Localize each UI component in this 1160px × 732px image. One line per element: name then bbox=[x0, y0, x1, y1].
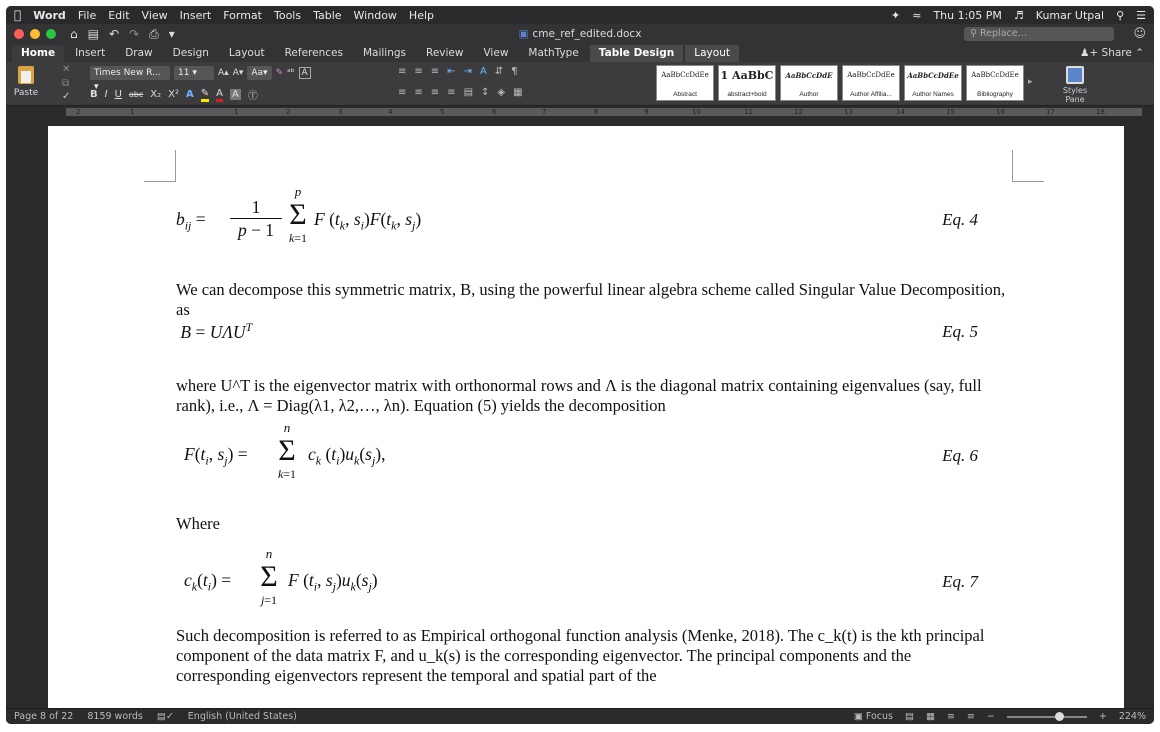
tab-mailings[interactable]: Mailings bbox=[362, 47, 407, 59]
ruler-number: 7 bbox=[542, 108, 547, 116]
styles-gallery bbox=[656, 65, 1033, 101]
traffic-lights bbox=[14, 29, 56, 39]
proofing-icon[interactable]: ▤✓ bbox=[156, 711, 174, 722]
document-area[interactable] bbox=[6, 126, 1154, 708]
ribbon-tabs bbox=[6, 44, 1154, 62]
char-shading-icon[interactable]: A bbox=[232, 89, 239, 100]
customize-icon[interactable]: ▾ bbox=[168, 26, 175, 41]
replace-search-field[interactable] bbox=[964, 27, 1114, 41]
ruler-number: 2 bbox=[76, 108, 81, 116]
volume-icon[interactable]: ♬ bbox=[1013, 8, 1024, 22]
clear-format-icon[interactable]: ✎ bbox=[275, 68, 284, 78]
tab-home[interactable]: Home bbox=[12, 45, 64, 62]
ruler-number: 13 bbox=[844, 108, 853, 116]
text-effects-icon[interactable]: A bbox=[186, 89, 194, 100]
clock-text[interactable]: Thu 1:05 PM bbox=[933, 8, 1002, 22]
style-preview: AaBbCcDdE bbox=[785, 71, 833, 80]
zoom-slider[interactable] bbox=[1007, 716, 1087, 718]
ruler-number: 2 bbox=[286, 108, 291, 116]
spotlight-icon[interactable]: ⚲ bbox=[1116, 8, 1125, 22]
style-preview: AaBbCcDdEe bbox=[847, 71, 895, 79]
style-author-names[interactable] bbox=[904, 65, 962, 101]
ruler-number: 11 bbox=[744, 108, 753, 116]
paragraph-controls bbox=[398, 66, 518, 77]
tab-mathtype[interactable]: MathType bbox=[528, 47, 579, 59]
zoom-slider-knob[interactable] bbox=[1055, 712, 1064, 721]
web-layout-icon[interactable]: ▦ bbox=[925, 711, 935, 722]
focus-label: Focus bbox=[865, 711, 893, 722]
language[interactable]: English (United States) bbox=[187, 711, 297, 722]
paste-button[interactable] bbox=[12, 66, 40, 98]
tab-references[interactable]: References bbox=[284, 47, 343, 59]
numbering-icon[interactable]: ≡ bbox=[414, 66, 423, 77]
increase-indent-icon[interactable]: ⇥ bbox=[463, 66, 472, 77]
close-window-icon[interactable] bbox=[14, 29, 24, 39]
title-bar bbox=[6, 24, 1154, 44]
mac-menubar bbox=[6, 6, 1154, 24]
horizontal-ruler[interactable] bbox=[6, 106, 1154, 118]
equation-6[interactable]: $F(t_i$, $s_j$) = n Σ k=1 $c_k$ $(t_i)u_k(s_j)$, bbox=[184, 420, 386, 481]
copy-icon[interactable]: ⧉ bbox=[62, 78, 70, 89]
zoom-in-icon[interactable]: + bbox=[1098, 711, 1107, 722]
share-button[interactable]: ♟+ Share ⌃ bbox=[1079, 47, 1144, 59]
justify-icon[interactable]: ≡ bbox=[447, 87, 456, 98]
undo-icon[interactable]: ↶ bbox=[108, 26, 120, 41]
styles-more-icon[interactable]: ▸ bbox=[1028, 77, 1033, 87]
draft-icon[interactable]: ≡ bbox=[966, 711, 975, 722]
styles-pane-button[interactable] bbox=[1058, 66, 1092, 104]
page-count[interactable]: Page 8 of 22 bbox=[14, 711, 74, 722]
save-icon[interactable]: ▤ bbox=[87, 26, 99, 41]
tab-table-design[interactable]: Table Design bbox=[590, 45, 683, 62]
user-name[interactable]: Kumar Utpal bbox=[1035, 8, 1105, 22]
tab-table-layout[interactable]: Layout bbox=[685, 45, 739, 62]
italic-icon[interactable]: I bbox=[104, 89, 108, 100]
styles-pane-label: Styles Pane bbox=[1062, 86, 1088, 104]
ruler-number: 9 bbox=[644, 108, 649, 116]
change-case-icon[interactable]: Aa▾ bbox=[247, 66, 271, 80]
style-name: Bibliography bbox=[977, 91, 1013, 98]
ruler-number: 6 bbox=[492, 108, 497, 116]
style-name: Abstract bbox=[673, 91, 697, 98]
document-icon: ▣ bbox=[518, 28, 529, 40]
line-spacing-icon[interactable]: ↕ bbox=[481, 87, 490, 98]
paragraph[interactable]: Such decomposition is referred to as Empirical orthogonal function analysis (Menke, 2018). The c_k(t) is the kth principal component of the data matrix F, and u_k(s) is the corresponding eigenvector. The principal components and the corresponding eigenvectors represent the temporal and spatial part of the bbox=[176, 626, 985, 685]
distributed-icon[interactable]: ▤ bbox=[463, 87, 474, 98]
menu-window[interactable]: Window bbox=[346, 8, 390, 22]
format-painter-icon[interactable]: ✓ bbox=[62, 91, 71, 102]
style-preview: AaBbCcDdEe bbox=[907, 71, 959, 80]
align-center-icon[interactable]: ≡ bbox=[414, 87, 423, 98]
tab-design[interactable]: Design bbox=[172, 47, 209, 59]
style-name: Author bbox=[799, 91, 819, 98]
menu-table[interactable]: Table bbox=[305, 8, 335, 22]
ruler-number: 12 bbox=[794, 108, 803, 116]
shading-icon[interactable]: ◈ bbox=[497, 87, 506, 98]
font-name-select[interactable]: Times New R... ▾ bbox=[90, 66, 170, 80]
redo-icon[interactable]: ↷ bbox=[129, 26, 140, 41]
asian-layout-icon[interactable]: A bbox=[479, 66, 487, 77]
ruler-number: 3 bbox=[338, 108, 343, 116]
paragraph[interactable]: Where bbox=[176, 514, 220, 533]
tab-draw[interactable]: Draw bbox=[125, 47, 153, 59]
status-bar bbox=[6, 708, 1154, 724]
ruler-number: 5 bbox=[440, 108, 445, 116]
ruler-number: 4 bbox=[388, 108, 393, 116]
style-author-affiliation[interactable] bbox=[842, 65, 900, 101]
equation-7[interactable]: $c_k(t_i)$ = n Σ j=1 F ($t_i$, $s_j)u_k(s_j)$ bbox=[184, 546, 378, 607]
font-style-controls bbox=[90, 87, 258, 102]
menu-app-name[interactable]: Word bbox=[26, 8, 59, 22]
align-left-icon[interactable]: ≡ bbox=[398, 87, 407, 98]
highlight-icon[interactable]: ✎ bbox=[201, 88, 209, 102]
ruler-number: 1 bbox=[234, 108, 239, 116]
subscript-icon[interactable]: X₂ bbox=[150, 89, 162, 100]
zoom-level[interactable]: 224% bbox=[1118, 711, 1146, 722]
style-preview: 1 AaBbC bbox=[720, 69, 774, 82]
char-border-icon[interactable]: A bbox=[299, 67, 311, 79]
crop-mark bbox=[144, 150, 176, 182]
style-preview: AaBbCcDdEe bbox=[661, 71, 709, 79]
clipboard-icon bbox=[18, 66, 34, 84]
font-name-value: Times New R... bbox=[94, 68, 161, 78]
equation-number: Eq. 4 bbox=[942, 210, 978, 229]
list-icon[interactable]: ☰ bbox=[1136, 8, 1146, 22]
multilevel-list-icon[interactable]: ≡ bbox=[430, 66, 440, 77]
wifi-icon[interactable]: ≈ bbox=[912, 8, 922, 22]
word-count[interactable]: 8159 words bbox=[87, 711, 143, 722]
document-filename: cme_ref_edited.docx bbox=[532, 28, 642, 40]
ruler-number: 16 bbox=[996, 108, 1005, 116]
focus-button[interactable]: ▣ Focus bbox=[853, 711, 893, 722]
tab-layout[interactable]: Layout bbox=[228, 47, 265, 59]
style-bibliography[interactable] bbox=[966, 65, 1024, 101]
apple-icon[interactable] bbox=[14, 8, 21, 22]
equation-number: Eq. 5 bbox=[942, 322, 978, 341]
ruler-number: 15 bbox=[946, 108, 955, 116]
zoom-out-icon[interactable]: − bbox=[986, 711, 995, 722]
menu-file[interactable]: File bbox=[70, 8, 90, 22]
paragraph[interactable]: where U^T is the eigenvector matrix with orthonormal rows and Λ is the diagonal matrix containing eigenvalues (say, full rank), i.e., Λ = Diag(λ1, λ2,…, λn). Equation (5) yields the decomposition bbox=[176, 376, 982, 415]
zoom-window-icon[interactable] bbox=[46, 29, 56, 39]
equation-4[interactable]: $b_{ij}$ = 1 p − 1 p Σ k=1 F ($t_k$, $s_i)F(t_k$, $s_j$) bbox=[176, 184, 422, 245]
phonetic-guide-icon[interactable]: ᵃᵇ bbox=[287, 68, 295, 78]
share-label: Share bbox=[1101, 47, 1132, 59]
tab-view[interactable]: View bbox=[483, 47, 509, 59]
font-controls bbox=[90, 66, 311, 92]
document-title bbox=[519, 28, 642, 40]
shrink-font-icon[interactable]: A▾ bbox=[232, 68, 244, 78]
style-name: abstract+bold bbox=[727, 91, 767, 98]
document-page[interactable] bbox=[48, 126, 1124, 708]
cut-icon[interactable]: ✕ bbox=[62, 64, 71, 75]
sort-icon[interactable]: ⇵ bbox=[494, 66, 504, 77]
ribbon-home bbox=[6, 62, 1154, 106]
menu-help[interactable]: Help bbox=[401, 8, 427, 22]
underline-icon[interactable]: U bbox=[114, 89, 122, 100]
dropbox-icon[interactable]: ✦ bbox=[891, 8, 901, 22]
menu-insert[interactable]: Insert bbox=[172, 8, 205, 22]
bold-icon[interactable]: B bbox=[90, 89, 98, 100]
strikethrough-icon[interactable]: abc bbox=[128, 90, 144, 99]
decrease-indent-icon[interactable]: ⇤ bbox=[447, 66, 456, 77]
paragraph[interactable]: We can decompose this symmetric matrix, B, using the powerful linear algebra scheme called Singular Value Decomposition, as bbox=[176, 280, 1006, 319]
home-icon[interactable]: ⌂ bbox=[70, 26, 78, 41]
word-window bbox=[6, 6, 1154, 724]
outline-icon[interactable]: ≡ bbox=[946, 711, 955, 722]
ruler-number: 1 bbox=[130, 108, 135, 116]
style-preview: AaBbCcDdEe bbox=[971, 71, 1019, 79]
ruler-number: 18 bbox=[1096, 108, 1105, 116]
feedback-icon[interactable]: ☺ bbox=[1133, 26, 1146, 40]
minimize-window-icon[interactable] bbox=[30, 29, 40, 39]
crop-mark bbox=[1012, 150, 1044, 182]
font-size-select[interactable]: 11 ▾ bbox=[174, 66, 214, 80]
style-name: Author Affilia... bbox=[850, 91, 892, 98]
style-abstract[interactable] bbox=[656, 65, 714, 101]
ruler-number: 14 bbox=[896, 108, 905, 116]
menu-view[interactable]: View bbox=[134, 8, 161, 22]
quick-access-toolbar bbox=[70, 27, 175, 42]
search-icon: ⚲ bbox=[970, 28, 977, 39]
style-author[interactable] bbox=[780, 65, 838, 101]
menu-format[interactable]: Format bbox=[216, 8, 255, 22]
font-color-icon[interactable]: A bbox=[216, 88, 223, 102]
enclose-char-icon[interactable]: Ⓣ bbox=[247, 91, 258, 102]
ruler-number: 8 bbox=[594, 108, 599, 116]
superscript-icon[interactable]: X² bbox=[168, 89, 180, 100]
ruler-number: 17 bbox=[1046, 108, 1055, 116]
ruler-track bbox=[66, 108, 1142, 116]
style-abstract-bold[interactable] bbox=[718, 65, 776, 101]
tab-insert[interactable]: Insert bbox=[75, 47, 106, 59]
print-icon[interactable]: ⎙ bbox=[149, 26, 159, 41]
equation-number: Eq. 6 bbox=[942, 446, 978, 465]
tab-review[interactable]: Review bbox=[426, 47, 464, 59]
pilcrow-icon[interactable]: ¶ bbox=[511, 66, 518, 77]
replace-placeholder: Replace… bbox=[980, 28, 1028, 39]
font-size-value: 11 bbox=[178, 68, 190, 78]
grow-font-icon[interactable]: A▴ bbox=[218, 68, 229, 78]
equation-number: Eq. 7 bbox=[942, 572, 978, 591]
equation-5[interactable]: $B = U\Lambda U^T$ bbox=[176, 320, 253, 342]
borders-icon[interactable]: ▦ bbox=[513, 87, 523, 98]
paste-label: Paste bbox=[13, 88, 39, 98]
align-right-icon[interactable]: ≡ bbox=[430, 87, 440, 98]
menu-edit[interactable]: Edit bbox=[101, 8, 123, 22]
ruler-number: 10 bbox=[692, 108, 701, 116]
alignment-controls bbox=[398, 87, 523, 98]
style-name: Author Names bbox=[912, 91, 954, 98]
bullets-icon[interactable]: ≡ bbox=[398, 66, 407, 77]
styles-pane-icon bbox=[1066, 66, 1084, 84]
menu-tools[interactable]: Tools bbox=[266, 8, 294, 22]
print-layout-icon[interactable]: ▤ bbox=[904, 711, 914, 722]
